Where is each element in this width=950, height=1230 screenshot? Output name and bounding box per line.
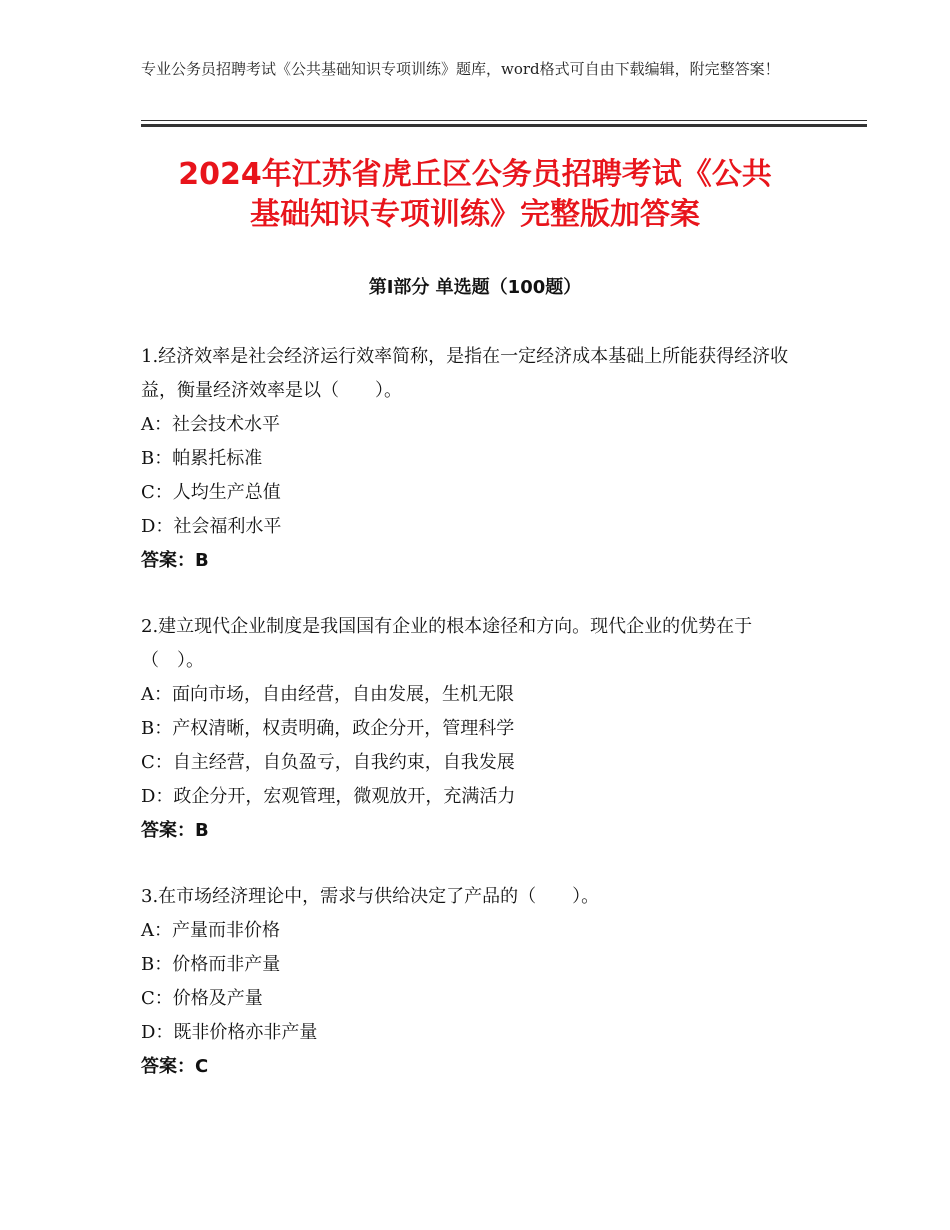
question-option-a: A：产量而非价格 [141, 920, 280, 941]
header-note: 专业公务员招聘考试《公共基础知识专项训练》题库，word格式可自由下载编辑，附完整答案！ [141, 60, 780, 78]
document-title [120, 155, 830, 235]
question-stem: 1.经济效率是社会经济运行效率简称，是指在一定经济成本基础上所能获得经济收益，衡量经济效率是以（ ）。 [141, 346, 789, 401]
question-option-d: D：社会福利水平 [141, 516, 282, 537]
document-title-line-1: 2024年江苏省虎丘区公务员招聘考试《公共 [178, 157, 772, 192]
question-option-b: B：价格而非产量 [141, 954, 281, 975]
question-option-c: C：价格及产量 [141, 988, 263, 1009]
question-1 [141, 340, 809, 578]
question-3 [141, 880, 809, 1084]
question-option-a: A：社会技术水平 [141, 414, 280, 435]
section-title: 第Ⅰ部分 单选题（100题） [368, 277, 582, 298]
question-2 [141, 610, 809, 848]
document-title-line-2: 基础知识专项训练》完整版加答案 [250, 197, 700, 232]
question-option-a: A：面向市场，自由经营，自由发展，生机无限 [141, 684, 514, 705]
question-option-d: D：既非价格亦非产量 [141, 1022, 318, 1043]
question-list [141, 340, 809, 1116]
question-stem: 2.建立现代企业制度是我国国有企业的根本途径和方向。现代企业的优势在于（ ）。 [141, 616, 753, 671]
question-option-b: B：产权清晰，权责明确，政企分开，管理科学 [141, 718, 515, 739]
header-rule-thin [141, 120, 867, 121]
question-option-d: D：政企分开，宏观管理，微观放开，充满活力 [141, 786, 516, 807]
question-option-c: C：自主经营，自负盈亏，自我约束，自我发展 [141, 752, 515, 773]
question-stem: 3.在市场经济理论中，需求与供给决定了产品的（ ）。 [141, 886, 600, 907]
question-answer: 答案：C [141, 1056, 209, 1077]
question-option-b: B：帕累托标准 [141, 448, 263, 469]
question-answer: 答案：B [141, 820, 209, 841]
question-option-c: C：人均生产总值 [141, 482, 281, 503]
header-rule-thick [141, 124, 867, 127]
question-answer: 答案：B [141, 550, 209, 571]
